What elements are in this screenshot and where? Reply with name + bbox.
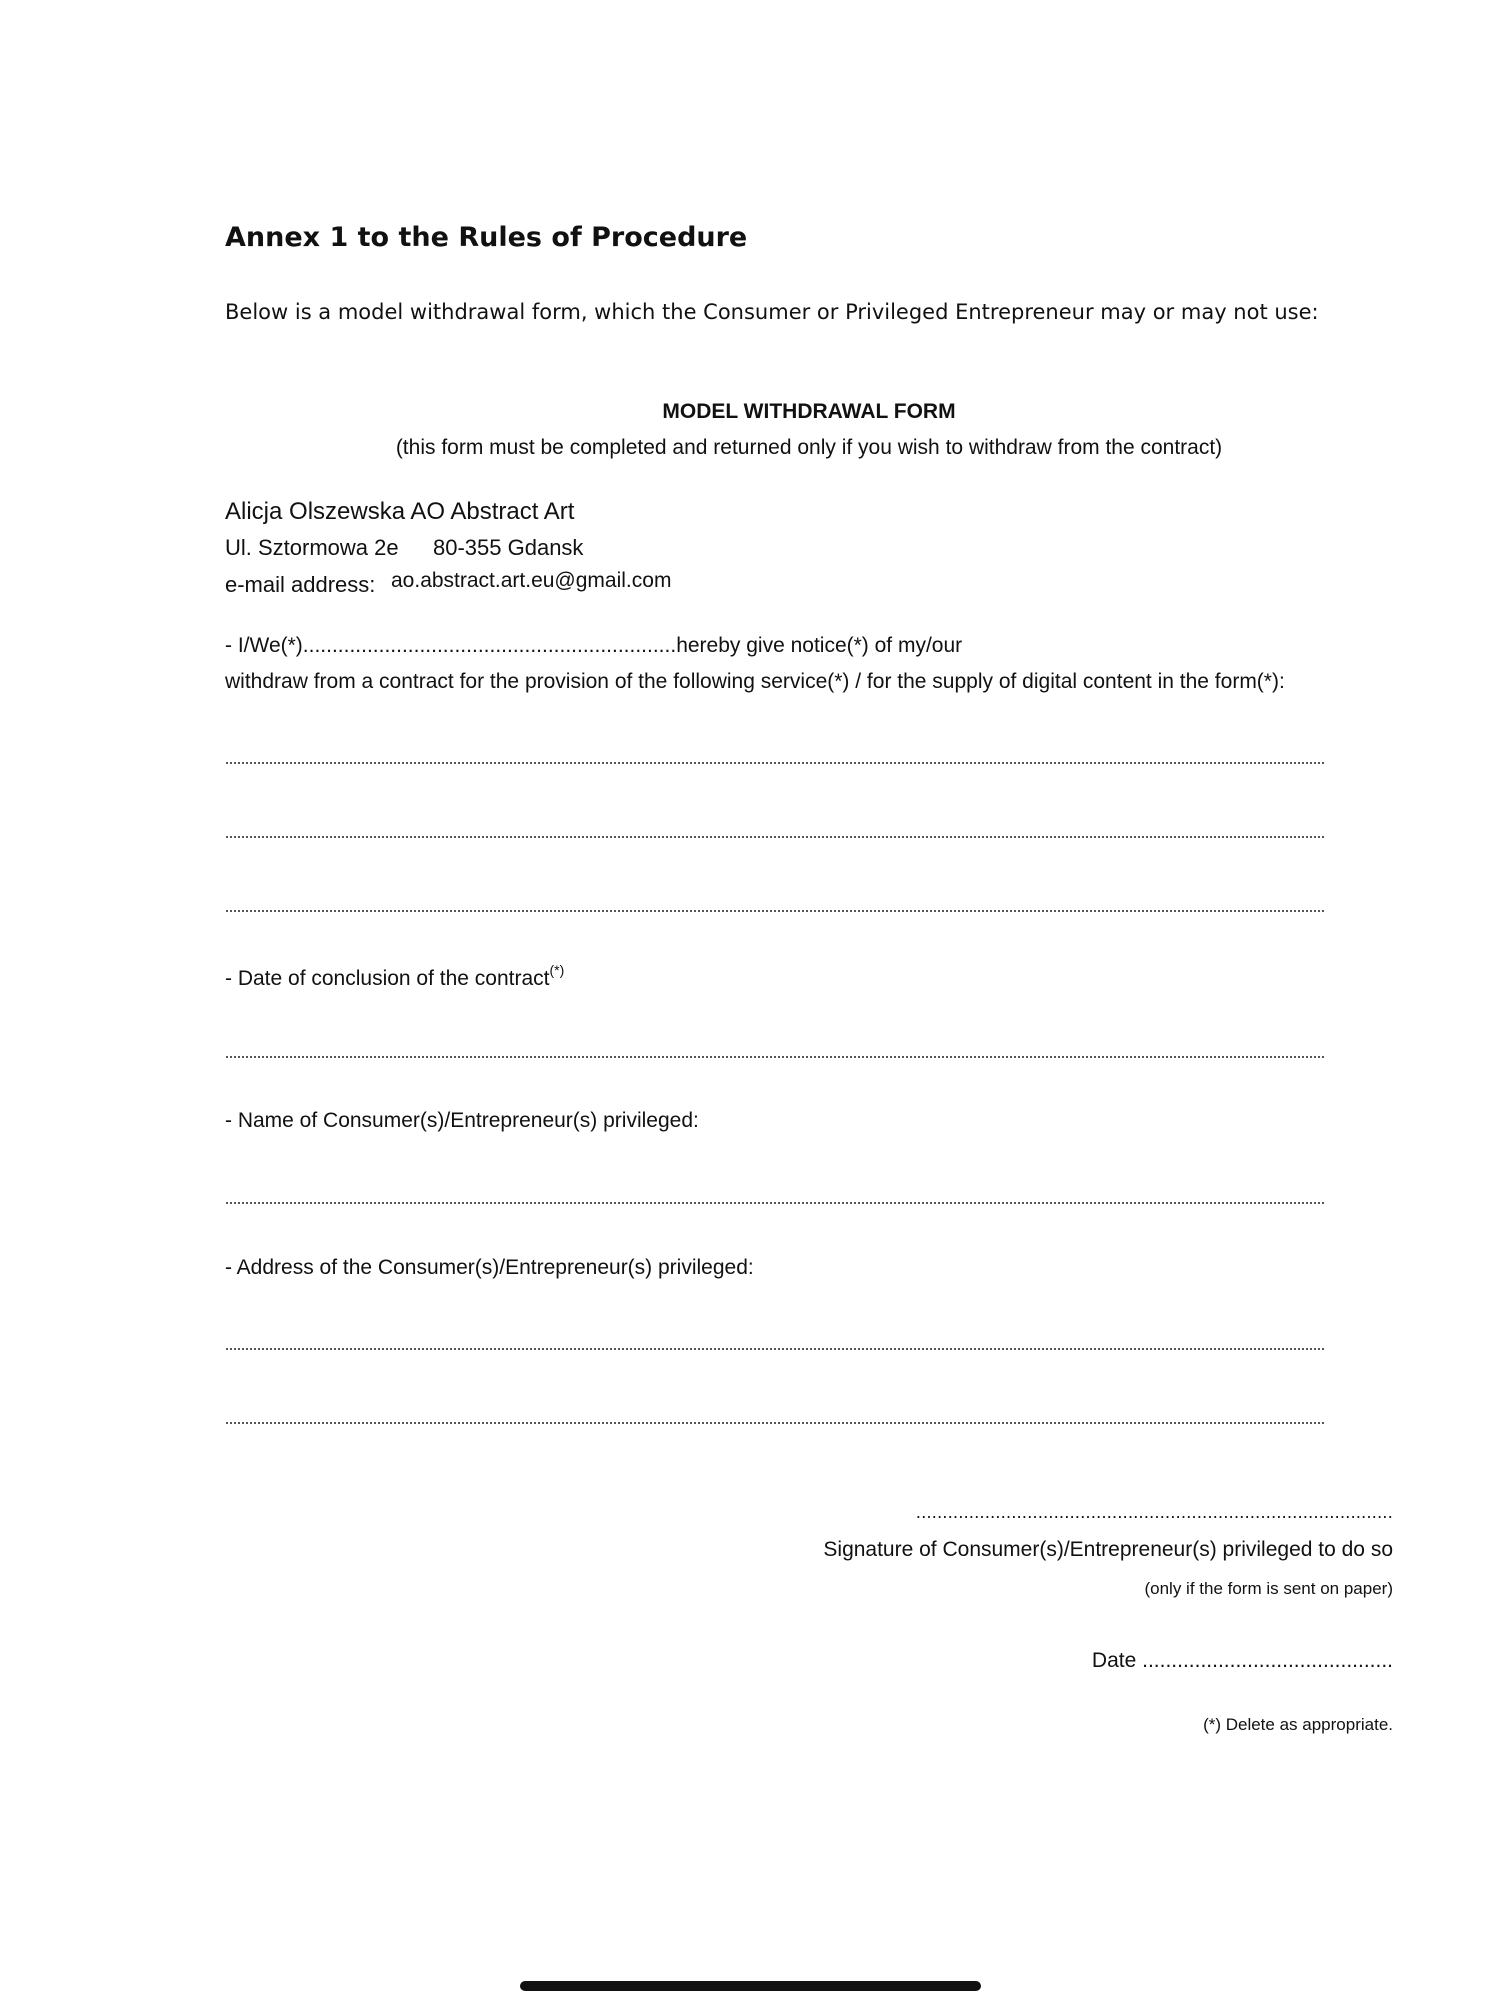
page-heading: Annex 1 to the Rules of Procedure: [225, 222, 748, 253]
service-blank-line-3[interactable]: [226, 910, 1324, 912]
signature-note: (only if the form is sent on paper): [1144, 1579, 1393, 1598]
recipient-postcode-city: 80-355 Gdansk: [433, 535, 584, 560]
consumer-address-blank-line-1[interactable]: [226, 1348, 1324, 1350]
consumer-address-blank-line-2[interactable]: [226, 1422, 1324, 1424]
home-indicator-bar[interactable]: [520, 1981, 981, 1991]
service-blank-line-2[interactable]: [226, 836, 1324, 838]
notice-line-2: withdraw from a contract for the provision of the following service(*) / for the supply of digital content in the form(*):: [225, 670, 1285, 693]
service-blank-line-1[interactable]: [226, 762, 1324, 764]
email-value: ao.abstract.art.eu@gmail.com: [391, 569, 672, 592]
notice-suffix: hereby give notice(*) of my/our: [676, 634, 963, 657]
form-subtitle: (this form must be completed and returned only if you wish to withdraw from the contract): [395, 436, 1223, 459]
date-dots[interactable]: ...........................................: [1142, 1649, 1393, 1672]
recipient-name: Alicja Olszewska AO Abstract Art: [225, 498, 575, 525]
notice-line: [225, 634, 962, 658]
date-label: Date: [1091, 1649, 1137, 1672]
consumer-address-label: - Address of the Consumer(s)/Entrepreneur(s) privileged:: [225, 1256, 754, 1279]
form-title: MODEL WITHDRAWAL FORM: [662, 400, 956, 423]
date-conclusion-blank-line[interactable]: [226, 1056, 1324, 1058]
notice-prefix: - I/We(*): [225, 634, 303, 657]
footnote: (*) Delete as appropriate.: [1203, 1715, 1393, 1734]
date-conclusion-label: - Date of conclusion of the contract: [225, 967, 550, 990]
recipient-street: Ul. Sztormowa 2e: [225, 535, 399, 560]
signature-label: Signature of Consumer(s)/Entrepreneur(s) privileged to do so: [823, 1538, 1393, 1561]
date-conclusion-field-label: [225, 962, 564, 991]
email-label: e-mail address:: [225, 572, 376, 597]
intro-text: Below is a model withdrawal form, which the Consumer or Privileged Entrepreneur may or may not use:: [225, 300, 1319, 324]
date-field: [1092, 1649, 1393, 1673]
date-conclusion-mark: (*): [549, 962, 565, 978]
consumer-name-blank-line[interactable]: [226, 1202, 1324, 1204]
signature-dots[interactable]: ..........................................................................................: [915, 1502, 1393, 1522]
consumer-name-label: - Name of Consumer(s)/Entrepreneur(s) privileged:: [225, 1109, 699, 1132]
notice-dots: ................................................................: [302, 634, 677, 657]
